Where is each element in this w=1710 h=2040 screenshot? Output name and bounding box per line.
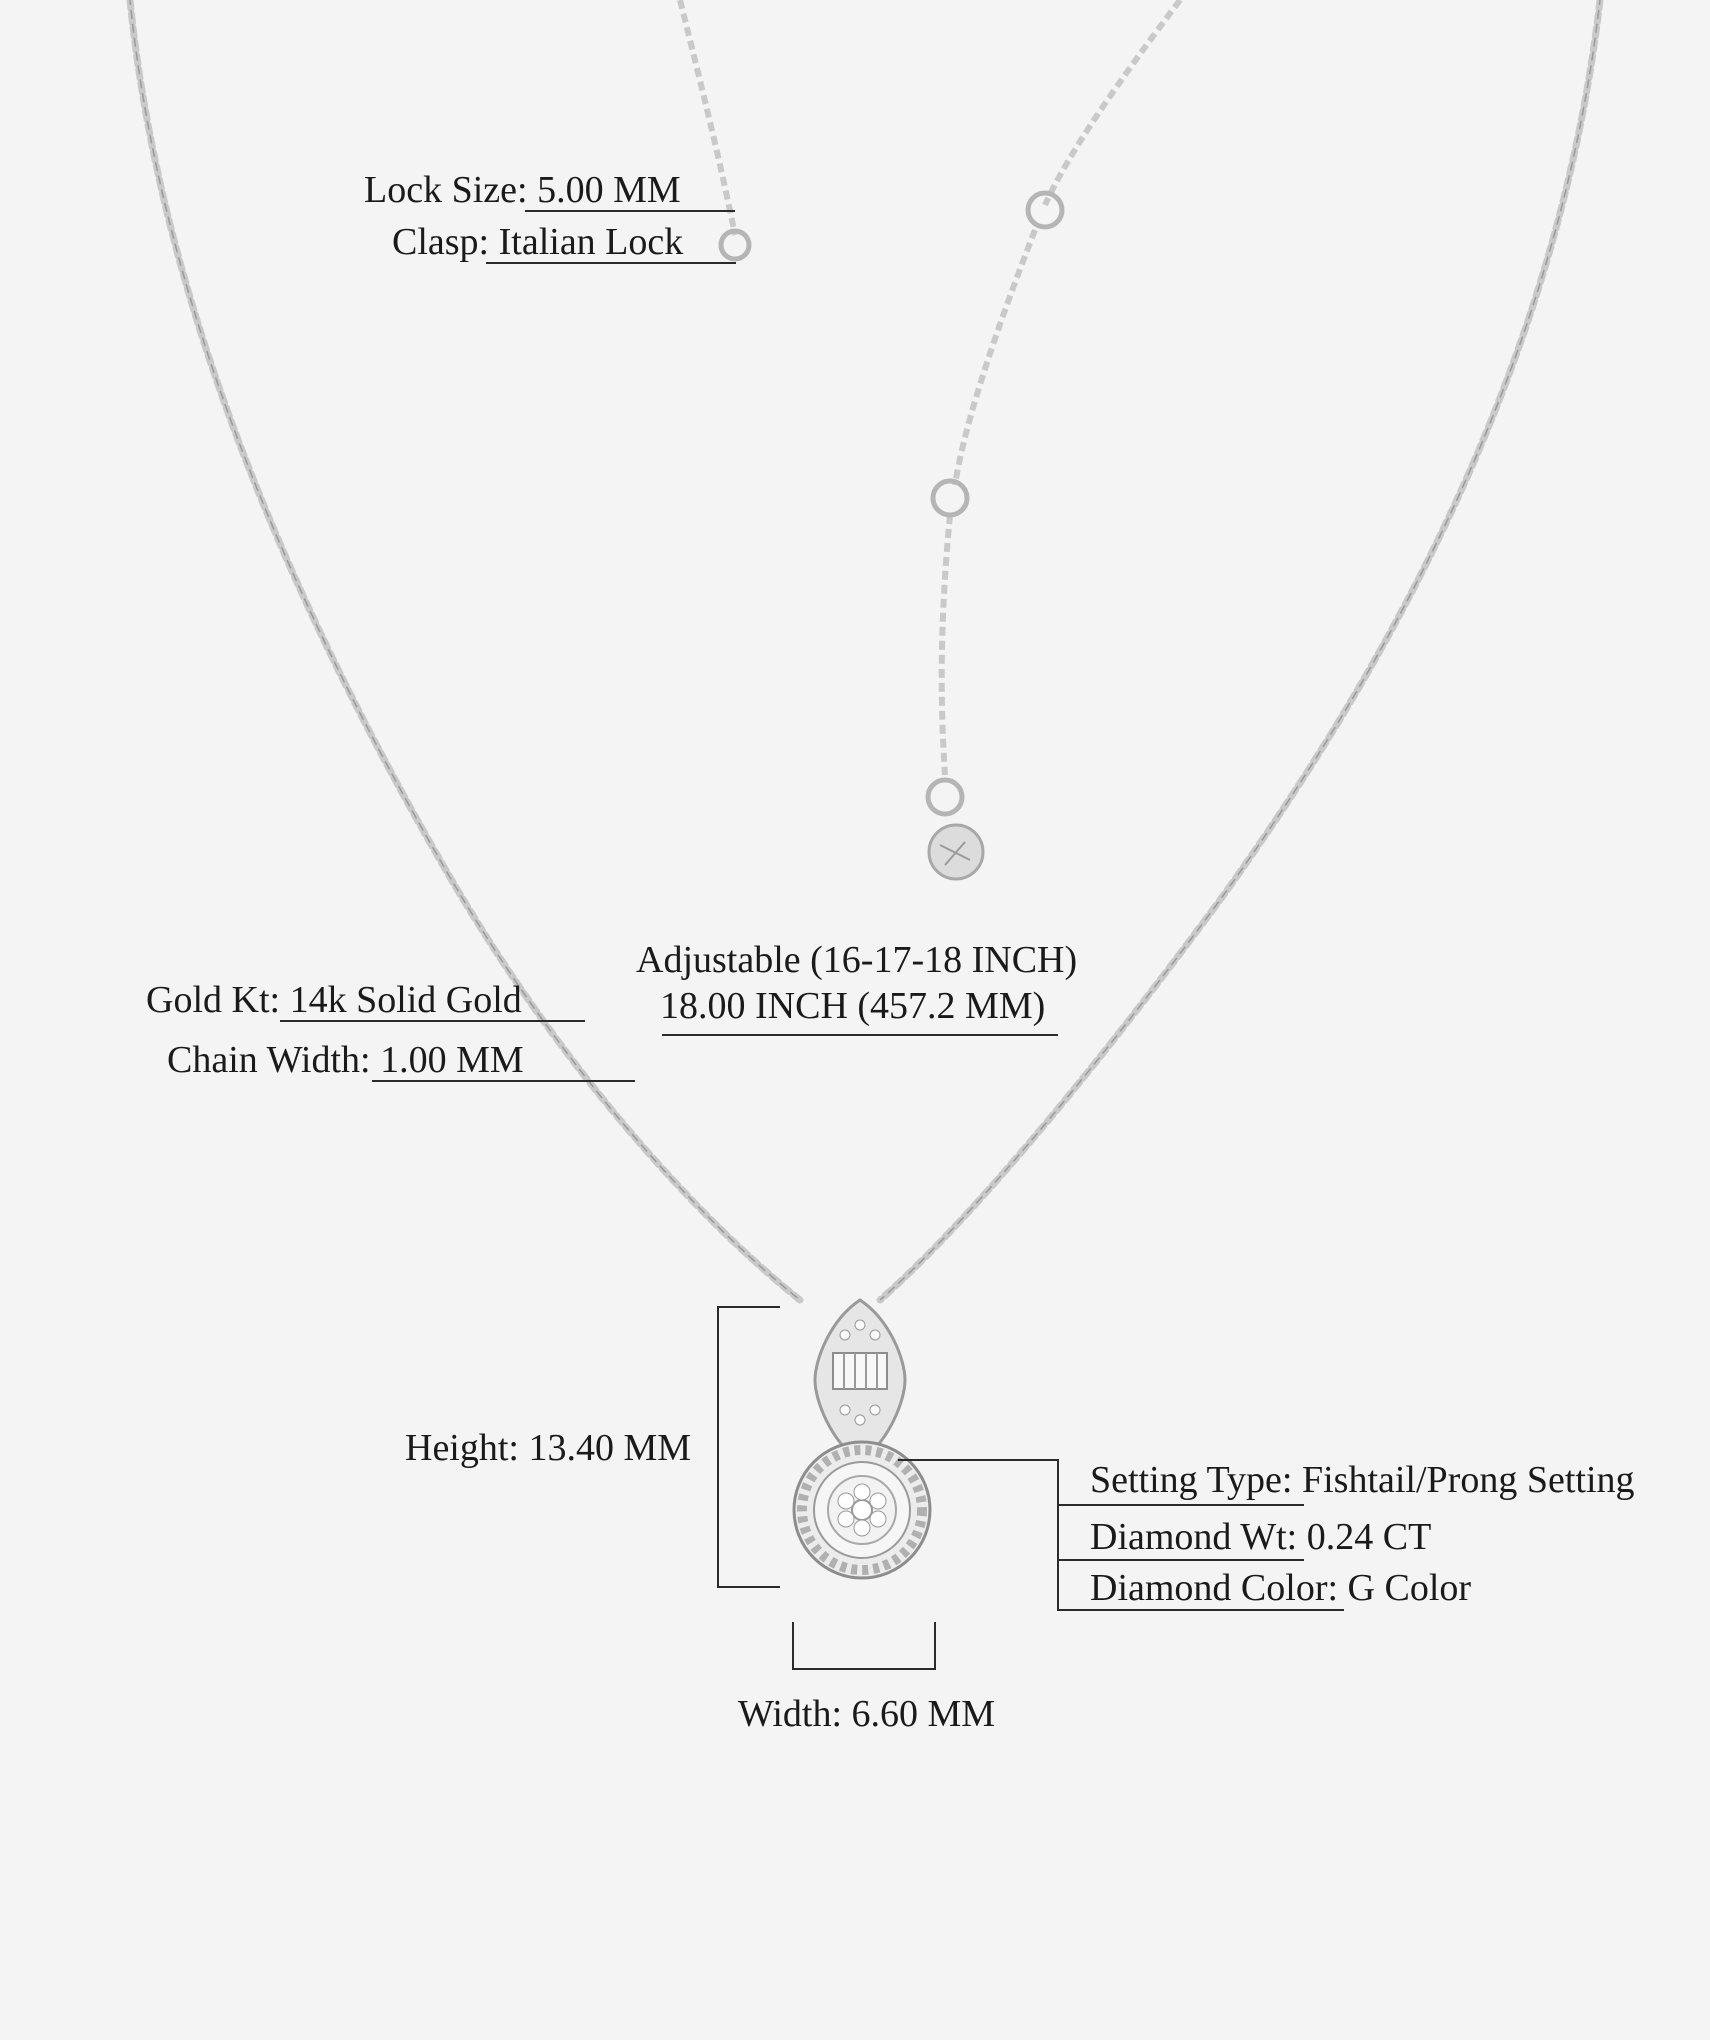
width-bracket [793, 1622, 935, 1669]
lock-size-label: Lock Size: [364, 169, 528, 211]
clasp-label: Clasp: [392, 221, 490, 263]
width-spec: Width: 6.60 MM [738, 1693, 996, 1735]
clasp-value: Italian Lock [489, 221, 684, 263]
extension-ring-3-icon [928, 780, 962, 814]
lock-size-value: 5.00 MM [527, 169, 681, 211]
setting-type-value: Fishtail/Prong Setting [1292, 1459, 1635, 1501]
extension-ring-2-icon [933, 481, 967, 515]
setting-type-spec [1090, 1458, 1635, 1502]
clasp-spec [392, 220, 683, 264]
diamond-color-label: Diamond Color: [1090, 1567, 1339, 1609]
gold-kt-spec [146, 978, 522, 1022]
height-spec: Height: 13.40 MM [405, 1427, 692, 1469]
diamond-color-value: G Color [1338, 1567, 1472, 1609]
lock-ring-icon [721, 231, 749, 259]
pendant-icon [794, 1300, 930, 1578]
gold-kt-value: 14k Solid Gold [280, 979, 522, 1021]
diamond-color-spec [1090, 1566, 1471, 1610]
setting-type-label: Setting Type: [1090, 1459, 1293, 1501]
chain-width-label: Chain Width: [167, 1039, 371, 1081]
diamond-wt-value: 0.24 CT [1297, 1516, 1432, 1558]
gold-kt-label: Gold Kt: [146, 979, 281, 1021]
chain-right-strand [880, 0, 1600, 1300]
height-bracket [718, 1307, 780, 1587]
chain-width-value: 1.00 MM [370, 1039, 524, 1081]
adjustable-spec: Adjustable (16-17-18 INCH) [636, 939, 1078, 981]
chain-clasp-end [680, 0, 735, 235]
lock-size-spec [364, 168, 681, 212]
diamond-wt-spec [1090, 1515, 1431, 1559]
chain-extension [942, 0, 1180, 775]
length-spec: 18.00 INCH (457.2 MM) [660, 985, 1046, 1027]
diamond-wt-label: Diamond Wt: [1090, 1516, 1298, 1558]
chain-width-spec [167, 1038, 524, 1082]
